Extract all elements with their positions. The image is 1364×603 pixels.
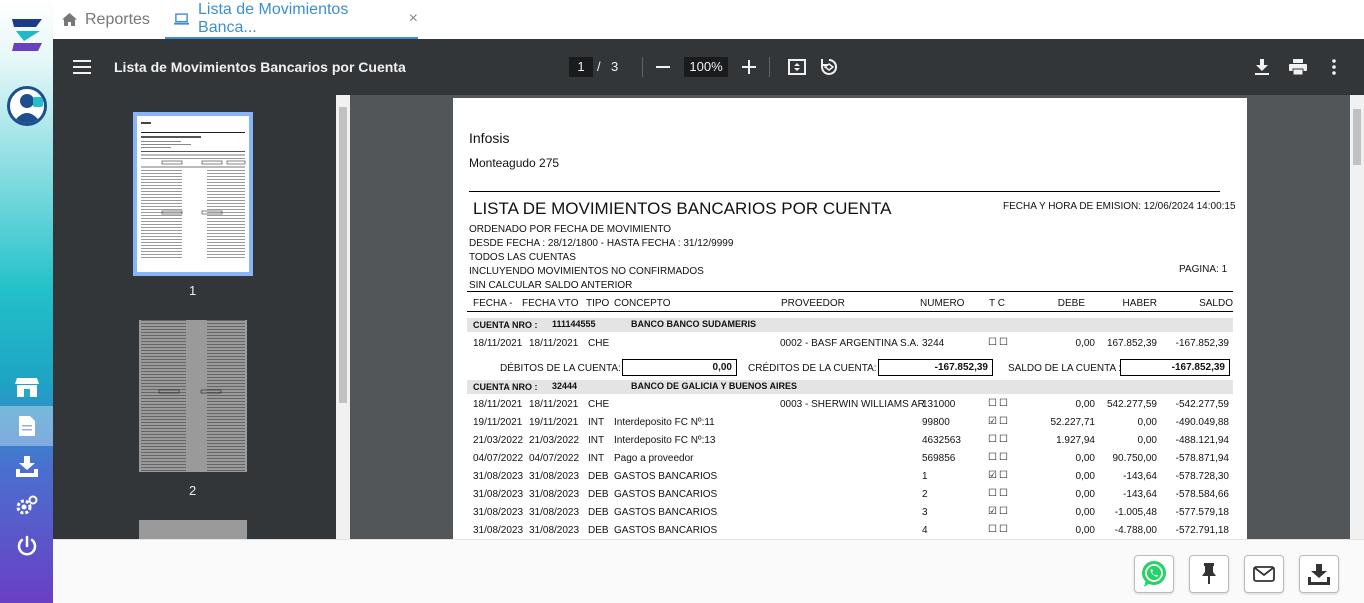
gears-icon [15, 494, 39, 518]
page-separator: / [597, 59, 601, 74]
col-header-proveedor: PROVEEDOR [781, 298, 845, 309]
creditos-label: CRÉDITOS DE LA CUENTA: [748, 363, 877, 374]
cell-proveedor: 0002 - BASF ARGENTINA S.A. [780, 338, 919, 349]
cell-concepto: GASTOS BANCARIOS [614, 525, 718, 536]
cell-haber: -143,64 [1123, 489, 1157, 500]
emission-date: FECHA Y HORA DE EMISION: 12/06/2024 14:00:15 [1003, 201, 1236, 212]
cell-haber: 90.750,00 [1112, 453, 1157, 464]
cell-saldo: -578.728,30 [1175, 471, 1229, 482]
cell-fecha-vto: 31/08/2023 [529, 471, 580, 482]
cell-debe: 0,00 [1075, 338, 1095, 349]
thumbnail-label: 2 [189, 483, 197, 498]
cell-t-checkbox: ☐ [988, 524, 997, 535]
cell-tipo: DEB [588, 507, 609, 518]
tab-lista-movimientos[interactable] [165, 0, 418, 39]
pdf-page [453, 98, 1247, 539]
app-sidebar [0, 0, 53, 603]
company-address: Monteagudo 275 [469, 156, 560, 170]
download-tray-icon [15, 455, 39, 477]
cell-numero: 1 [922, 471, 928, 482]
account-number: 32444 [552, 381, 578, 391]
cell-concepto: Interdeposito FC Nº:11 [614, 417, 715, 428]
bank-name: BANCO DE GALICIA Y BUENOS AIRES [631, 381, 798, 391]
action-bar [53, 539, 1364, 603]
cell-concepto: GASTOS BANCARIOS [614, 471, 718, 482]
col-header-numero: NUMERO [920, 298, 965, 309]
cell-fecha: 31/08/2023 [473, 525, 524, 536]
sidebar-item-reports[interactable] [0, 406, 53, 446]
cell-tipo: CHE [588, 338, 610, 349]
account-header [467, 318, 1233, 332]
cell-tipo: INT [588, 453, 605, 464]
cell-tipo: DEB [588, 525, 609, 536]
user-avatar[interactable] [0, 86, 53, 126]
report-info: SIN CALCULAR SALDO ANTERIOR [469, 280, 633, 291]
cell-concepto: GASTOS BANCARIOS [614, 489, 718, 500]
download-button[interactable] [1299, 555, 1339, 593]
power-icon [16, 535, 38, 557]
download-icon[interactable] [1252, 57, 1272, 77]
store-icon [15, 376, 39, 398]
report-title: LISTA DE MOVIMIENTOS BANCARIOS POR CUENTA [473, 199, 892, 218]
cell-tipo: CHE [588, 399, 610, 410]
cell-c-checkbox: ☐ [999, 488, 1008, 499]
sidebar-item-store[interactable] [0, 367, 53, 407]
cell-haber: -143,64 [1123, 471, 1157, 482]
cell-proveedor: 0003 - SHERWIN WILLIAMS AR [780, 399, 925, 410]
cell-saldo: -578.584,66 [1175, 489, 1229, 500]
account-label: CUENTA NRO : [473, 382, 538, 392]
cell-numero: 4 [922, 525, 928, 536]
thumbnail-page-3[interactable] [139, 520, 247, 539]
cell-numero: 99800 [922, 417, 950, 428]
cell-t-checkbox: ☑ [988, 416, 997, 427]
document-icon [18, 415, 36, 437]
cell-debe: 1.927,94 [1056, 435, 1095, 446]
cell-fecha-vto: 31/08/2023 [529, 525, 580, 536]
cell-tipo: INT [588, 417, 605, 428]
thumbnail-preview [137, 116, 249, 272]
cell-c-checkbox: ☐ [999, 416, 1008, 427]
cell-haber: 542.277,59 [1106, 399, 1157, 410]
saldo-total: -167.852,39 [1120, 359, 1230, 376]
fit-page-icon[interactable] [787, 57, 807, 77]
cell-fecha: 31/08/2023 [473, 471, 524, 482]
debitos-total: 0,00 [622, 359, 737, 376]
download-tray-icon [1307, 563, 1331, 585]
cell-t-checkbox: ☐ [988, 337, 997, 348]
cell-debe: 0,00 [1075, 453, 1095, 464]
thumbnail-page-1[interactable] [133, 112, 253, 276]
cell-fecha: 31/08/2023 [473, 507, 524, 518]
zoom-in-icon[interactable] [739, 57, 759, 77]
cell-t-checkbox: ☑ [988, 470, 997, 481]
account-number: 111144555 [552, 319, 596, 329]
cell-debe: 0,00 [1075, 507, 1095, 518]
cell-saldo: -167.852,39 [1175, 338, 1229, 349]
col-header-saldo: SALDO [1199, 298, 1233, 309]
thumbnail-page-2[interactable] [139, 320, 247, 472]
col-header-tipo: TIPO [586, 298, 610, 309]
pin-button[interactable] [1189, 555, 1229, 593]
company-name: Infosis [469, 130, 510, 146]
cell-fecha-vto: 04/07/2022 [529, 453, 580, 464]
whatsapp-button[interactable] [1134, 555, 1174, 593]
page-number-input[interactable]: 1 [569, 57, 593, 77]
cell-haber: -1.005,48 [1114, 507, 1157, 518]
col-header-debe: DEBE [1057, 298, 1085, 309]
cell-saldo: -542.277,59 [1175, 399, 1229, 410]
bank-name: BANCO BANCO SUDAMERIS [631, 319, 757, 329]
thumbnail-preview [139, 320, 247, 472]
debitos-label: DÉBITOS DE LA CUENTA: [500, 363, 621, 374]
more-options-icon[interactable] [1324, 57, 1344, 77]
cell-c-checkbox: ☐ [999, 524, 1008, 535]
tab-reportes[interactable] [62, 0, 162, 39]
cell-fecha-vto: 21/03/2022 [529, 435, 580, 446]
report-info: TODOS LAS CUENTAS [469, 252, 576, 263]
cell-debe: 0,00 [1075, 399, 1095, 410]
laptop-icon [174, 13, 189, 25]
rotate-icon[interactable] [819, 57, 839, 77]
cell-c-checkbox: ☐ [999, 434, 1008, 445]
cell-numero: 4632563 [922, 435, 961, 446]
col-header-fecha-vto: FECHA VTO [522, 298, 579, 309]
pdf-title: Lista de Movimientos Bancarios por Cuenta [114, 59, 406, 75]
pdf-viewer [53, 39, 1364, 539]
tab-close-icon[interactable]: × [408, 9, 418, 27]
cell-fecha: 31/08/2023 [473, 489, 524, 500]
sidebar-item-download[interactable] [0, 446, 53, 486]
home-icon [62, 13, 77, 26]
col-header-haber: HABER [1122, 298, 1157, 309]
cell-numero: 131000 [922, 399, 956, 410]
print-icon[interactable] [1288, 57, 1308, 77]
email-button[interactable] [1244, 555, 1284, 593]
cell-t-checkbox: ☑ [988, 506, 997, 517]
cell-c-checkbox: ☐ [999, 337, 1008, 348]
tab-bar [53, 0, 1364, 39]
col-header-tc: T C [989, 298, 1005, 309]
cell-fecha-vto: 31/08/2023 [529, 489, 580, 500]
thumbnail-panel [53, 95, 350, 539]
cell-t-checkbox: ☐ [988, 488, 997, 499]
cell-t-checkbox: ☐ [988, 398, 997, 409]
document-scrollbar[interactable] [1350, 95, 1364, 539]
cell-debe: 0,00 [1075, 471, 1095, 482]
app-logo[interactable] [0, 12, 53, 56]
cell-debe: 0,00 [1075, 489, 1095, 500]
report-info: ORDENADO POR FECHA DE MOVIMIENTO [469, 224, 672, 235]
cell-concepto: Interdeposito FC Nº:13 [614, 435, 716, 446]
col-header-concepto: CONCEPTO [614, 298, 671, 309]
account-header [467, 380, 1233, 394]
cell-saldo: -577.579,18 [1175, 507, 1229, 518]
account-label: CUENTA NRO : [473, 320, 538, 330]
cell-c-checkbox: ☐ [999, 470, 1008, 481]
cell-t-checkbox: ☐ [988, 434, 997, 445]
zoom-input[interactable]: 100% [684, 57, 728, 77]
cell-tipo: DEB [588, 489, 609, 500]
cell-saldo: -488.121,94 [1175, 435, 1229, 446]
cell-fecha: 18/11/2021 [473, 399, 523, 410]
menu-icon[interactable] [72, 57, 92, 77]
pdf-toolbar [53, 39, 1364, 95]
cell-numero: 3244 [922, 338, 945, 349]
cell-saldo: -490.049,88 [1175, 417, 1229, 428]
envelope-icon [1253, 566, 1275, 582]
cell-haber: 167.852,39 [1106, 338, 1157, 349]
tab-label: Reportes [85, 10, 150, 28]
cell-tipo: INT [588, 435, 605, 446]
page-indicator: PAGINA: 1 [1179, 264, 1228, 275]
cell-saldo: -578.871,94 [1175, 453, 1229, 464]
cell-debe: 0,00 [1075, 525, 1095, 536]
cell-fecha: 18/11/2021 [473, 338, 523, 349]
cell-tipo: DEB [588, 471, 609, 482]
cell-t-checkbox: ☐ [988, 452, 997, 463]
cell-saldo: -572.791,18 [1175, 525, 1229, 536]
sidebar-item-settings[interactable] [0, 486, 53, 526]
creditos-total: -167.852,39 [878, 359, 993, 376]
report-info: DESDE FECHA : 28/12/1800 - HASTA FECHA : 31/12/9999 [469, 238, 734, 249]
cell-numero: 569856 [922, 453, 956, 464]
sidebar-item-logout[interactable] [0, 526, 53, 566]
page-total: 3 [611, 59, 619, 74]
cell-fecha-vto: 18/11/2021 [529, 399, 579, 410]
cell-concepto: GASTOS BANCARIOS [614, 507, 718, 518]
cell-numero: 3 [922, 507, 928, 518]
cell-concepto: Pago a proveedor [614, 453, 694, 464]
saldo-label: SALDO DE LA CUENTA : [1008, 363, 1122, 374]
cell-haber: 0,00 [1137, 417, 1157, 428]
whatsapp-icon [1139, 559, 1169, 589]
tab-label: Lista de Movimientos Banca... [198, 0, 349, 36]
thumbnail-label: 1 [189, 283, 197, 298]
cell-haber: 0,00 [1137, 435, 1157, 446]
thumbnail-scrollbar[interactable] [336, 95, 350, 539]
report-info: INCLUYENDO MOVIMIENTOS NO CONFIRMADOS [469, 266, 704, 277]
cell-fecha-vto: 19/11/2021 [529, 417, 579, 428]
pin-icon [1201, 563, 1217, 585]
zoom-out-icon[interactable] [653, 57, 673, 77]
cell-fecha-vto: 31/08/2023 [529, 507, 580, 518]
cell-haber: -4.788,00 [1114, 525, 1157, 536]
cell-c-checkbox: ☐ [999, 398, 1008, 409]
cell-fecha: 19/11/2021 [473, 417, 523, 428]
cell-fecha: 21/03/2022 [473, 435, 524, 446]
cell-c-checkbox: ☐ [999, 452, 1008, 463]
cell-debe: 52.227,71 [1050, 417, 1095, 428]
cell-fecha-vto: 18/11/2021 [529, 338, 579, 349]
cell-fecha: 04/07/2022 [473, 453, 524, 464]
cell-numero: 2 [922, 489, 928, 500]
cell-c-checkbox: ☐ [999, 506, 1008, 517]
col-header-fecha: FECHA - [473, 298, 513, 309]
